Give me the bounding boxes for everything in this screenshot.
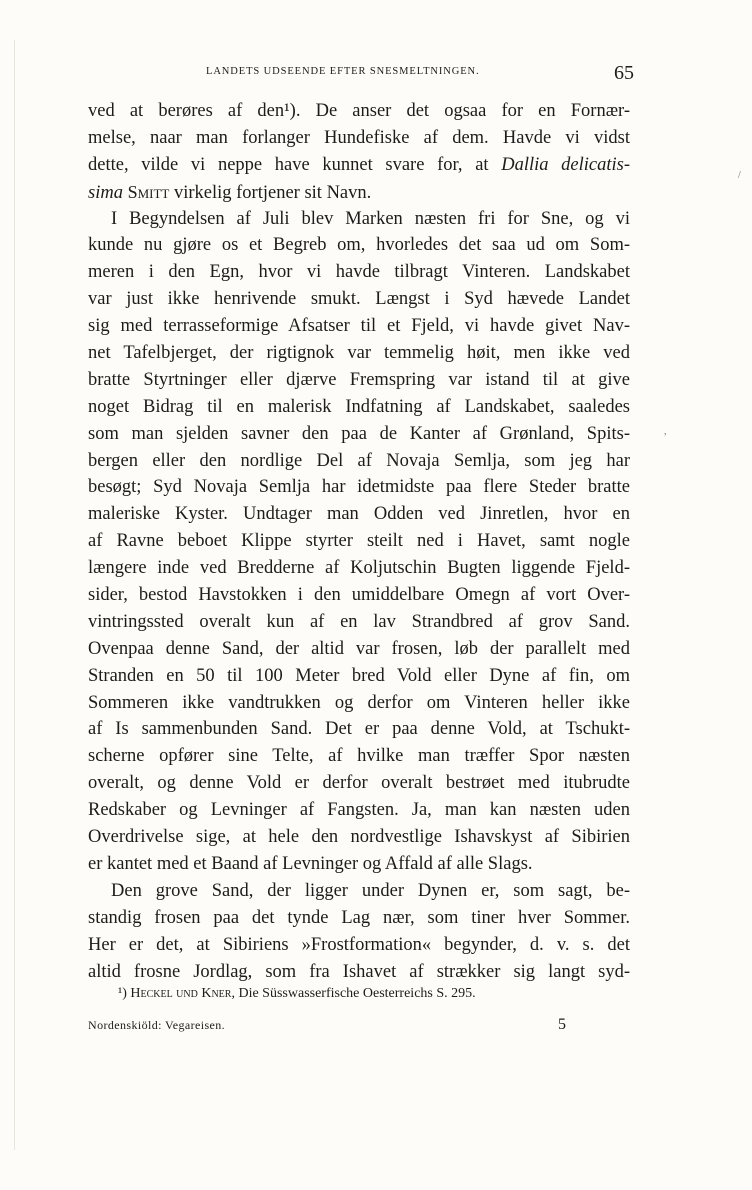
text-line: overalt, og denne Vold er derfor overalt bestrøet med itubrudte [88, 773, 630, 794]
text-line: Ovenpaa denne Sand, der altid var frosen, løb der parallelt med [88, 638, 630, 659]
page-number: 65 [614, 62, 634, 84]
author-small-caps: Smitt [127, 181, 170, 202]
text-line: meren i den Egn, hvor vi havde tilbragt Vinteren. Landskabet [88, 262, 630, 283]
text-line: ved at berøres af den¹). De anser det ogsaa for en Fornær- [88, 101, 630, 121]
text-line: scherne opfører sine Telte, af hvilke man træffer Spor næsten [88, 746, 630, 767]
species-name-italic: sima [88, 182, 123, 203]
running-title: LANDETS UDSEENDE EFTER SNESMELTNINGEN. [206, 66, 480, 77]
margin-speck: , [664, 426, 667, 437]
text-line: Den grove Sand, der ligger under Dynen er, som sagt, be- [111, 880, 630, 901]
text-line: Stranden en 50 til 100 Meter bred Vold eller Dyne af fin, om [88, 665, 630, 686]
binding-edge-line [14, 40, 15, 1150]
text-line: maleriske Kyster. Undtager man Odden ved Jinretlen, hvor en [88, 504, 630, 525]
text-line: bergen eller den nordlige Del af Novaja Semlja, som jeg har [88, 450, 630, 471]
footnote-marker: ¹) [118, 986, 127, 1001]
footnote-text: Die Süsswasserfische Oesterreichs S. 295. [234, 986, 476, 1001]
body-text [88, 98, 630, 985]
margin-speck: / [738, 170, 741, 181]
text-line: Sommeren ikke vandtrukken og derfor om Vinteren heller ikke [88, 692, 630, 713]
text-line: sig med terrasseformige Afsatser til et Fjeld, vi havde givet Nav- [88, 316, 630, 337]
text-line: kunde nu gjøre os et Begreb om, hvorledes det saa ud om Som- [88, 235, 630, 256]
footnote-authors: Heckel und Kner, [130, 986, 235, 1001]
text-line: af Ravne beboet Klippe styrter steilt ned i Havet, samt nogle [88, 531, 630, 552]
signature-text: Nordenskiöld: Vegareisen. [88, 1018, 226, 1032]
text-line: sima Smitt virkelig fortjener sit Navn. [88, 181, 372, 203]
text-line: dette, vilde vi neppe have kunnet svare for, at Dallia delicatis- [88, 154, 630, 175]
running-head [88, 62, 634, 86]
printer-signature [88, 1018, 566, 1038]
text-line: net Tafelbjerget, der rigtignok var temmelig høit, men ikke ved [88, 343, 630, 364]
text-line: af Is sammenbunden Sand. Det er paa denne Vold, at Tschukt- [88, 719, 630, 740]
text-line: var just ikke henrivende smukt. Længst i Syd hævede Landet [88, 289, 630, 310]
text-line: vintringssted overalt kun af en lav Strandbred af grov Sand. [88, 611, 630, 632]
species-name-italic: Dallia delicatis- [501, 154, 630, 175]
text-line: altid frosne Jordlag, som fra Ishavet af strækker sig langt syd- [88, 961, 630, 982]
signature-number: 5 [558, 1016, 566, 1033]
text-line: besøgt; Syd Novaja Semlja har idetmidste paa flere Steder bratte [88, 477, 630, 498]
text-line: bratte Styrtninger eller djærve Fremspring var istand til at give [88, 369, 630, 390]
text-line: standig frosen paa det tynde Lag nær, som tiner hver Sommer. [88, 907, 630, 928]
text-line: er kantet med et Baand af Levninger og Affald af alle Slags. [88, 853, 533, 874]
text-line: Her er det, at Sibiriens »Frostformation« begynder, d. v. s. det [88, 934, 630, 955]
text-line: melse, naar man forlanger Hundefiske af dem. Havde vi vidst [88, 127, 630, 148]
text-line: Overdrivelse sige, at hele den nordvestlige Ishavskyst af Sibirien [88, 827, 630, 848]
text-line: sider, bestod Havstokken i den umiddelbare Omegn af vort Over- [88, 585, 630, 606]
text-line: noget Bidrag til en malerisk Indfatning af Landskabet, saaledes [88, 396, 630, 417]
footnote [118, 986, 476, 1002]
text-line: Redskaber og Levninger af Fangsten. Ja, man kan næsten uden [88, 800, 630, 821]
text-line: som man sjelden savner den paa de Kanter af Grønland, Spits- [88, 423, 630, 444]
text-line: I Begyndelsen af Juli blev Marken næsten fri for Sne, og vi [111, 208, 630, 229]
text-line: længere inde ved Bredderne af Koljutschin Bugten liggende Fjeld- [88, 558, 630, 579]
